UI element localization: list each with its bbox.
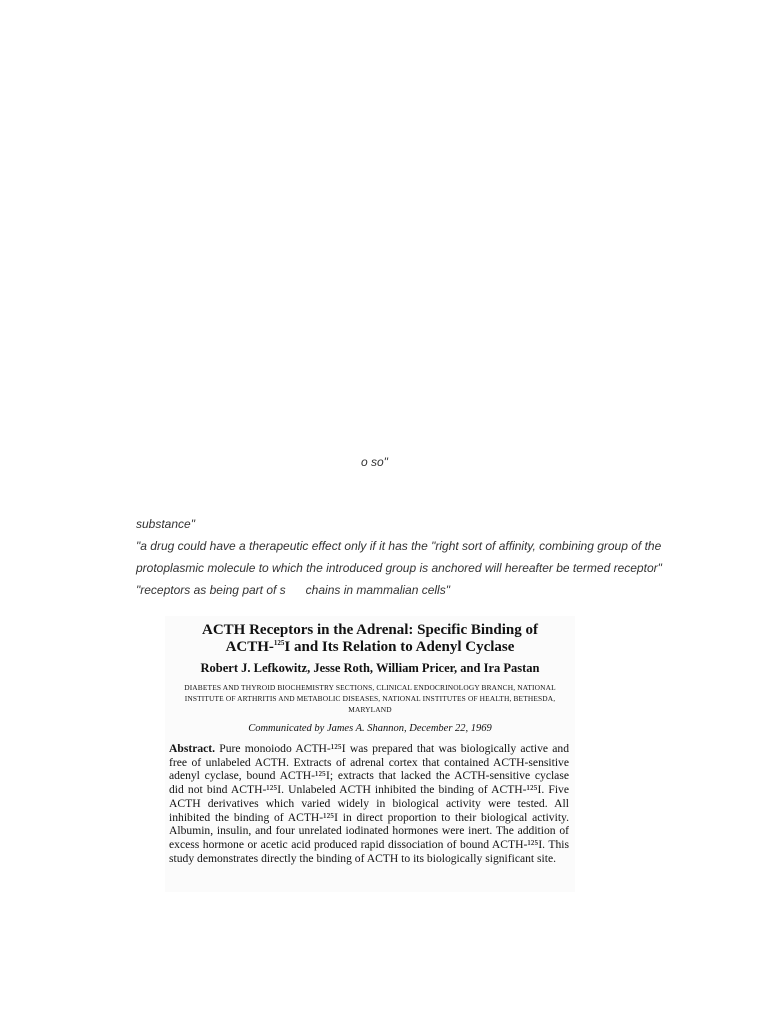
abstract-text: Pure monoiodo ACTH-¹²⁵I was prepared that was biologically active and free of unlabeled ACTH. Extracts of adrenal cortex that contained ACTH-sensitive adenyl cyclase, bound ACTH-¹²⁵I; extracts that lacked the ACTH-sensitive cyclase did not bind ACTH-¹²⁵I. Unlabeled ACTH inhibited the binding of ACTH-¹²⁵I. Five ACTH derivatives which varied widely in biological activity were tested. All inhibited the binding of ACTH-¹²⁵I in direct proportion to their biological activity. Albumin, insulin, and four unrelated iodinated hormones were inert. The addition of excess hormone or acetic acid produced rapid dissociation of bound ACTH-¹²⁵I. This study demonstrates directly the binding of ACTH to its biologically significant site. xyxy=(169,742,569,865)
title-line-2 xyxy=(165,639,575,656)
quote-fragment: o so" xyxy=(361,455,388,469)
title-part-a: ACTH- xyxy=(225,639,274,655)
article-title xyxy=(165,622,575,656)
article-clipping xyxy=(165,616,575,892)
article-affiliation: DIABETES AND THYROID BIOCHEMISTRY SECTIONS, CLINICAL ENDOCRINOLOGY BRANCH, NATIONAL INSTITUTE OF ARTHRITIS AND METABOLIC DISEASES, NATIONAL INSTITUTES OF HEALTH, BETHESDA, MARYLAND xyxy=(184,683,556,714)
article-communicated: Communicated by James A. Shannon, December 22, 1969 xyxy=(248,723,492,734)
quote-line-2: protoplasmic molecule to which the introduced group is anchored will hereafter be termed receptor" xyxy=(136,561,662,575)
abstract-label: Abstract. xyxy=(169,742,216,755)
quote-substance: substance" xyxy=(136,517,195,531)
title-line-1: ACTH Receptors in the Adrenal: Specific Binding of xyxy=(202,622,538,638)
article-abstract xyxy=(165,742,575,865)
title-part-b: I and Its Relation to Adenyl Cyclase xyxy=(284,639,515,655)
quote-line-1: "a drug could have a therapeutic effect only if it has the "right sort of affinity, combining group of the xyxy=(136,539,662,553)
quote-line-3: "receptors as being part of s chains in mammalian cells" xyxy=(136,583,450,597)
title-isotope: 125 xyxy=(273,639,285,647)
article-authors: Robert J. Lefkowitz, Jesse Roth, William Pricer, and Ira Pastan xyxy=(200,661,540,675)
